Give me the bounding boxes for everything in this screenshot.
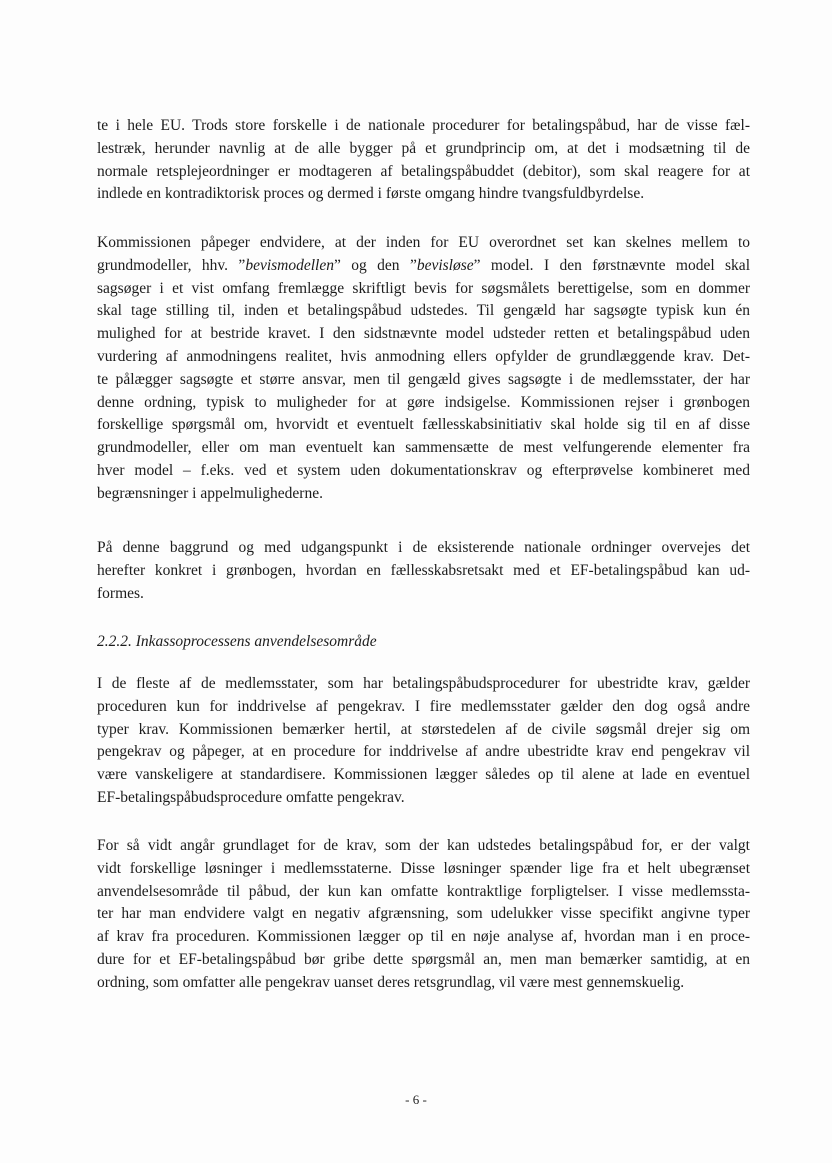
text-line: skal tage stilling til, inden et betalingspåbud udstedes. Til gengæld har sagsøgte typisk kun én xyxy=(97,302,750,320)
text-line: anvendelsesområde til påbud, der kun kan omfatte kontraktlige forpligtelser. I visse medlemssta- xyxy=(97,882,750,900)
paragraph-5 xyxy=(97,835,750,995)
paragraph-2 xyxy=(97,232,750,506)
emphasis-term-bevisloese: bevisløse xyxy=(416,256,474,274)
text-line: være vanskeligere at standardisere. Kommissionen lægger således op til alene at lade en eventuel xyxy=(97,766,750,784)
text-fragment: ” og den ” xyxy=(333,256,417,274)
text-line: mulighed for at bestride kravet. I den sidstnævnte model udsteder retten et betalingspåbud uden xyxy=(97,325,750,343)
text-line: I de fleste af de medlemsstater, som har betalingspåbudsprocedurer for ubestridte krav, gælder xyxy=(97,675,750,692)
text-fragment: ” model. I den førstnævnte model skal xyxy=(473,256,750,274)
paragraph-4 xyxy=(97,673,750,810)
text-line: vidt forskellige løsninger i medlemsstaterne. Disse løsninger spænder lige fra et helt ubegrænset xyxy=(97,859,750,877)
text-line: sagsøger i et vist omfang fremlægge skriftligt bevis for søgsmålets berettigelse, som en dommer xyxy=(97,279,750,297)
emphasis-term-bevismodellen: bevismodellen xyxy=(245,256,334,274)
text-line: grundmodeller, eller om man eventuelt kan sammensætte de mest velfungerende elementer fra xyxy=(97,439,750,457)
text-fragment: grundmodeller, hhv. ” xyxy=(97,256,246,274)
text-line: For så vidt angår grundlaget for de krav, som der kan udstedes betalingspåbud for, er der valgt xyxy=(97,837,750,854)
text-line: forskellige spørgsmål om, hvorvidt et eventuelt fællesskabsinitiativ skal holde sig til en af disse xyxy=(97,416,750,434)
text-line: proceduren kun for inddrivelse af pengekrav. I fire medlemsstater gælder den dog også andre xyxy=(97,697,750,715)
text-line: pengekrav og påpeger, at en procedure for inddrivelse af andre ubestridte krav end pengekrav vil xyxy=(97,743,750,761)
page-number: - 6 - xyxy=(405,1092,427,1107)
text-line: lestræk, herunder navnlig at de alle bygger på et grundprincip om, at det i modsætning til de xyxy=(97,139,750,157)
text-line: indlede en kontradiktorisk proces og dermed i første omgang hindre tvangsfuldbyrdelse. xyxy=(97,185,645,203)
text-line: ter har man endvidere valgt en negativ afgrænsning, som udelukker visse specifikt angivne typer xyxy=(97,905,750,923)
text-line: te i hele EU. Trods store forskelle i de nationale procedurer for betalingspåbud, har de visse fæl- xyxy=(97,117,750,134)
text-line: hver model – f.eks. ved et system uden dokumentationskrav og efterprøvelse kombineret med xyxy=(97,461,750,479)
text-line: af krav fra proceduren. Kommissionen lægger op til en nøje analyse af, hvordan man i en proce- xyxy=(97,928,750,946)
text-line: normale retsplejeordninger er modtageren af betalingspåbuddet (debitor), som skal reagere for at xyxy=(97,162,750,180)
section-heading: 2.2.2. Inkassoprocessens anvendelsesområde xyxy=(97,633,377,650)
text-line: formes. xyxy=(97,584,144,602)
text-line: dure for et EF-betalingspåbud bør gribe dette spørgsmål an, men man bemærker samtidig, at en xyxy=(97,950,750,968)
text-line: herefter konkret i grønbogen, hvordan en fællesskabsretsakt med et EF-betalingspåbud kan ud- xyxy=(97,561,750,579)
paragraph-3 xyxy=(97,537,750,605)
text-line: EF-betalingspåbudsprocedure omfatte pengekrav. xyxy=(97,788,405,806)
text-line: begrænsninger i appelmulighederne. xyxy=(97,484,323,502)
text-line: ordning, som omfatter alle pengekrav uanset deres retsgrundlag, vil være mest gennemskuelig. xyxy=(97,973,685,991)
text-line: På denne baggrund og med udgangspunkt i de eksisterende nationale ordninger overvejes det xyxy=(97,539,750,556)
paragraph-1 xyxy=(97,115,750,206)
text-line: Kommissionen påpeger endvidere, at der inden for EU overordnet set kan skelnes mellem to xyxy=(97,234,750,251)
text-line: denne ordning, typisk to muligheder for at gøre indsigelse. Kommissionen rejser i grønbogen xyxy=(97,393,750,411)
text-line: te pålægger sagsøgte et større ansvar, men til gengæld gives sagsøgte i de medlemsstater, der har xyxy=(97,370,750,388)
text-line: typer krav. Kommissionen bemærker hertil, at størstedelen af de civile søgsmål drejer sig om xyxy=(97,720,750,738)
text-line: vurdering af anmodningens realitet, hvis anmodning ellers opfylder de grundlæggende krav. Det- xyxy=(97,347,750,365)
text-line-with-emphasis xyxy=(97,255,750,278)
